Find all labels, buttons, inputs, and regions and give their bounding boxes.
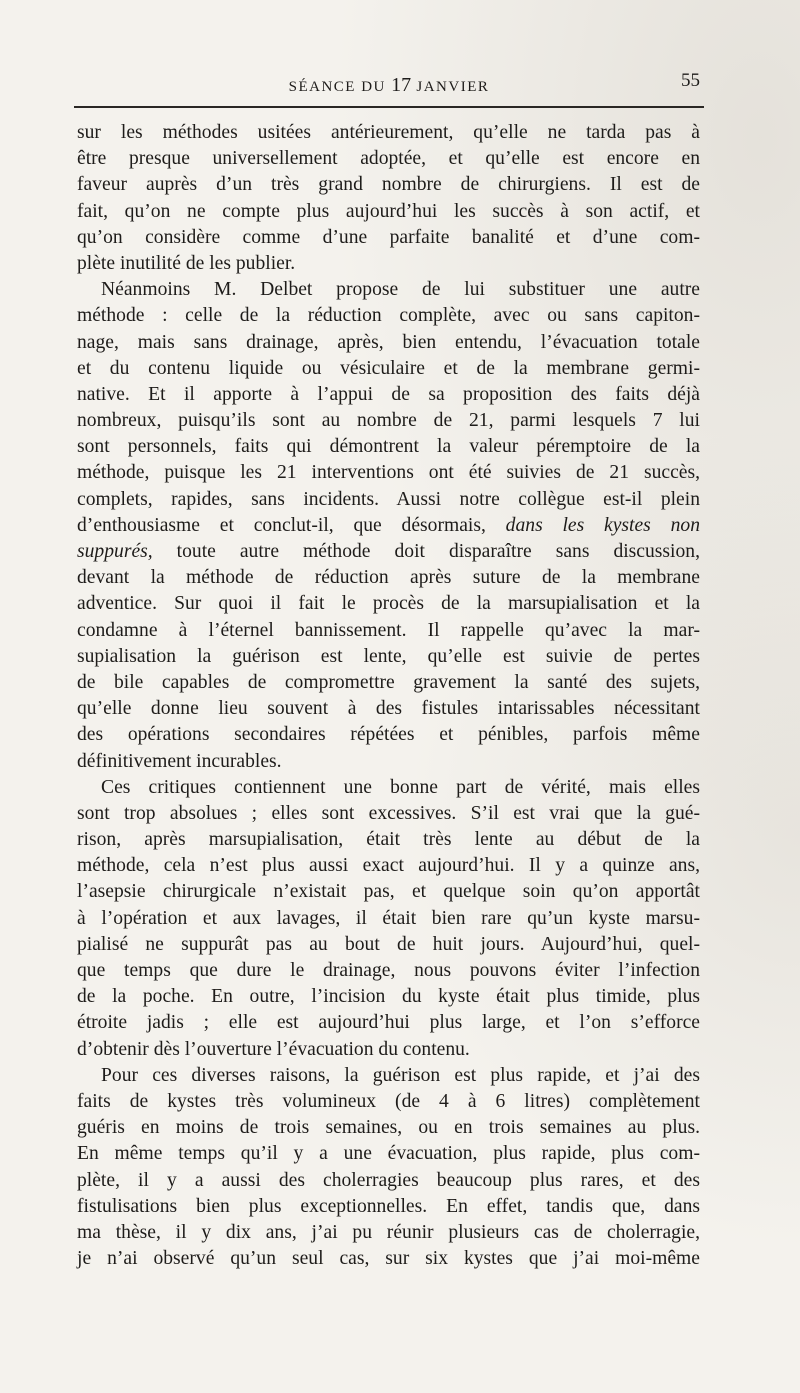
text-line-content: supialisation la guérison est lente, qu’elle est suivie de pertes: [77, 645, 700, 667]
text-line: [77, 775, 700, 801]
text-line-content: ma thèse, il y dix ans, j’ai pu réunir plusieurs cas de cholerragie,: [77, 1221, 700, 1243]
text-line-content: En même temps qu’il y a une évacuation, plus rapide, plus com-: [77, 1143, 700, 1165]
text-line-content: fistulisations bien plus exceptionnelles. En effet, tandis que, dans: [77, 1195, 700, 1217]
text-line: [77, 801, 700, 827]
text-line: [77, 565, 700, 591]
text-line: [77, 1063, 700, 1089]
text-line-content: l’asepsie chirurgicale n’existait pas, et quelque soin qu’on apportât: [77, 881, 700, 903]
page-number: 55: [681, 70, 700, 91]
text-line: [77, 1246, 700, 1272]
text-line: [77, 906, 700, 932]
text-line-content: à l’opération et aux lavages, il était bien rare qu’un kyste marsu-: [77, 907, 700, 929]
running-title-text: SÉANCE DU: [288, 79, 392, 95]
text-line: [77, 487, 700, 513]
text-line: [77, 932, 700, 958]
text-line-content: native. Et il apporte à l’appui de sa proposition des faits déjà: [77, 383, 700, 405]
text-line-content: être presque universellement adoptée, et qu’elle est encore en: [77, 148, 700, 170]
text-line: [77, 460, 700, 486]
text-line-content: toute autre méthode doit disparaître sans discussion,: [152, 541, 700, 562]
text-line-content: des opérations secondaires répétées et pénibles, parfois même: [77, 724, 700, 746]
text-line: [77, 696, 700, 722]
header-rule: [74, 106, 704, 108]
text-line-content: pialisé ne suppurât pas au bout de huit jours. Aujourd’hui, quel-: [77, 933, 700, 955]
text-line-content: je n’ai observé qu’un seul cas, sur six kystes que j’ai moi-même: [77, 1248, 700, 1270]
text-line-content: méthode : celle de la réduction complète, avec ou sans capiton-: [77, 305, 700, 327]
text-line-content: fait, qu’on ne compte plus aujourd’hui les succès à son actif, et: [77, 200, 700, 222]
text-line-content: plète, il y a aussi des cholerragies beaucoup plus rares, et des: [77, 1169, 700, 1191]
text-line: [77, 277, 700, 303]
text-line-content: définitivement incurables.: [77, 750, 282, 772]
text-line: [77, 330, 700, 356]
text-line: [77, 251, 700, 277]
text-line: [77, 618, 700, 644]
text-line-content: adventice. Sur quoi il fait le procès de la marsupialisation et la: [77, 593, 700, 615]
text-line: [77, 199, 700, 225]
text-line: [77, 644, 700, 670]
text-line-content: méthode, puisque les 21 interventions ont été suivies de 21 succès,: [77, 462, 700, 484]
text-line-content: de la poche. En outre, l’incision du kyste était plus timide, plus: [77, 986, 700, 1008]
text-line-content: rison, après marsupialisation, était très lente au début de la: [77, 829, 700, 851]
text-line-content: d’enthousiasme et conclut-il, que désormais,: [77, 514, 506, 536]
text-line: [77, 1220, 700, 1246]
text-line: [77, 225, 700, 251]
text-line: [77, 670, 700, 696]
text-line: [77, 303, 700, 329]
text-line: [77, 591, 700, 617]
text-line: [77, 1010, 700, 1036]
text-line: [77, 827, 700, 853]
running-title: [78, 74, 700, 97]
body-text: [77, 120, 700, 1272]
text-line: [77, 539, 700, 565]
text-line: [77, 984, 700, 1010]
text-line: [77, 1089, 700, 1115]
text-line-content: d’obtenir dès l’ouverture l’évacuation du contenu.: [77, 1038, 470, 1060]
text-line-content: sont trop absolues ; elles sont excessives. S’il est vrai que la gué-: [77, 802, 700, 824]
text-line-content: que temps que dure le drainage, nous pouvons éviter l’infection: [77, 960, 700, 981]
text-line: [77, 1115, 700, 1141]
text-line: [77, 146, 700, 172]
text-line-content: guéris en moins de trois semaines, ou en trois semaines au plus.: [77, 1117, 700, 1139]
text-line-content: sur les méthodes usitées antérieurement, qu’elle ne tarda pas à: [77, 122, 700, 143]
text-line-content: et du contenu liquide ou vésiculaire et de la membrane germi-: [77, 357, 700, 379]
text-line-content: Ces critiques contiennent une bonne part de vérité, mais elles: [101, 776, 700, 798]
text-line: [77, 408, 700, 434]
text-line-content: complets, rapides, sans incidents. Aussi notre collègue est-il plein: [77, 488, 700, 510]
text-line-content: Néanmoins M. Delbet propose de lui substituer une autre: [101, 279, 700, 301]
text-line: [77, 434, 700, 460]
text-line: [77, 879, 700, 905]
running-title-day: 17: [391, 74, 412, 96]
text-line-content: plète inutilité de les publier.: [77, 252, 296, 274]
text-line: [77, 749, 700, 775]
text-line-content: nage, mais sans drainage, après, bien entendu, l’évacuation totale: [77, 331, 700, 353]
running-title-month: JANVIER: [411, 79, 490, 95]
text-line: [77, 513, 700, 539]
text-line: [77, 382, 700, 408]
text-line: [77, 853, 700, 879]
text-line: [77, 1194, 700, 1220]
text-line-content: nombreux, puisqu’ils sont au nombre de 21, parmi lesquels 7 lui: [77, 410, 700, 432]
text-line: [77, 1168, 700, 1194]
text-line: [77, 1037, 700, 1063]
text-line-content: de bile capables de compromettre gravement la santé des sujets,: [77, 671, 700, 693]
text-line: [77, 356, 700, 382]
text-line: [77, 120, 700, 146]
page-header: [78, 66, 700, 96]
italic-phrase: suppurés,: [77, 541, 153, 562]
text-line-content: Pour ces diverses raisons, la guérison est plus rapide, et j’ai des: [101, 1064, 700, 1086]
text-line-content: devant la méthode de réduction après suture de la membrane: [77, 567, 700, 589]
text-line-content: condamne à l’éternel bannissement. Il rappelle qu’avec la mar-: [77, 619, 700, 641]
italic-phrase: dans les kystes non: [505, 514, 700, 536]
text-line-content: étroite jadis ; elle est aujourd’hui plus large, et l’on s’efforce: [77, 1012, 700, 1034]
text-line-content: faveur auprès d’un très grand nombre de chirurgiens. Il est de: [77, 174, 700, 196]
text-line: [77, 1141, 700, 1167]
text-line-content: méthode, cela n’est plus aussi exact aujourd’hui. Il y a quinze ans,: [77, 855, 700, 877]
text-line: [77, 722, 700, 748]
text-line-content: faits de kystes très volumineux (de 4 à 6 litres) complètement: [77, 1090, 700, 1112]
text-line: [77, 958, 700, 984]
text-line-content: qu’elle donne lieu souvent à des fistules intarissables nécessitant: [77, 698, 700, 720]
text-line: [77, 172, 700, 198]
text-line-content: qu’on considère comme d’une parfaite banalité et d’une com-: [77, 226, 700, 248]
text-line-content: sont personnels, faits qui démontrent la valeur péremptoire de la: [77, 436, 700, 458]
